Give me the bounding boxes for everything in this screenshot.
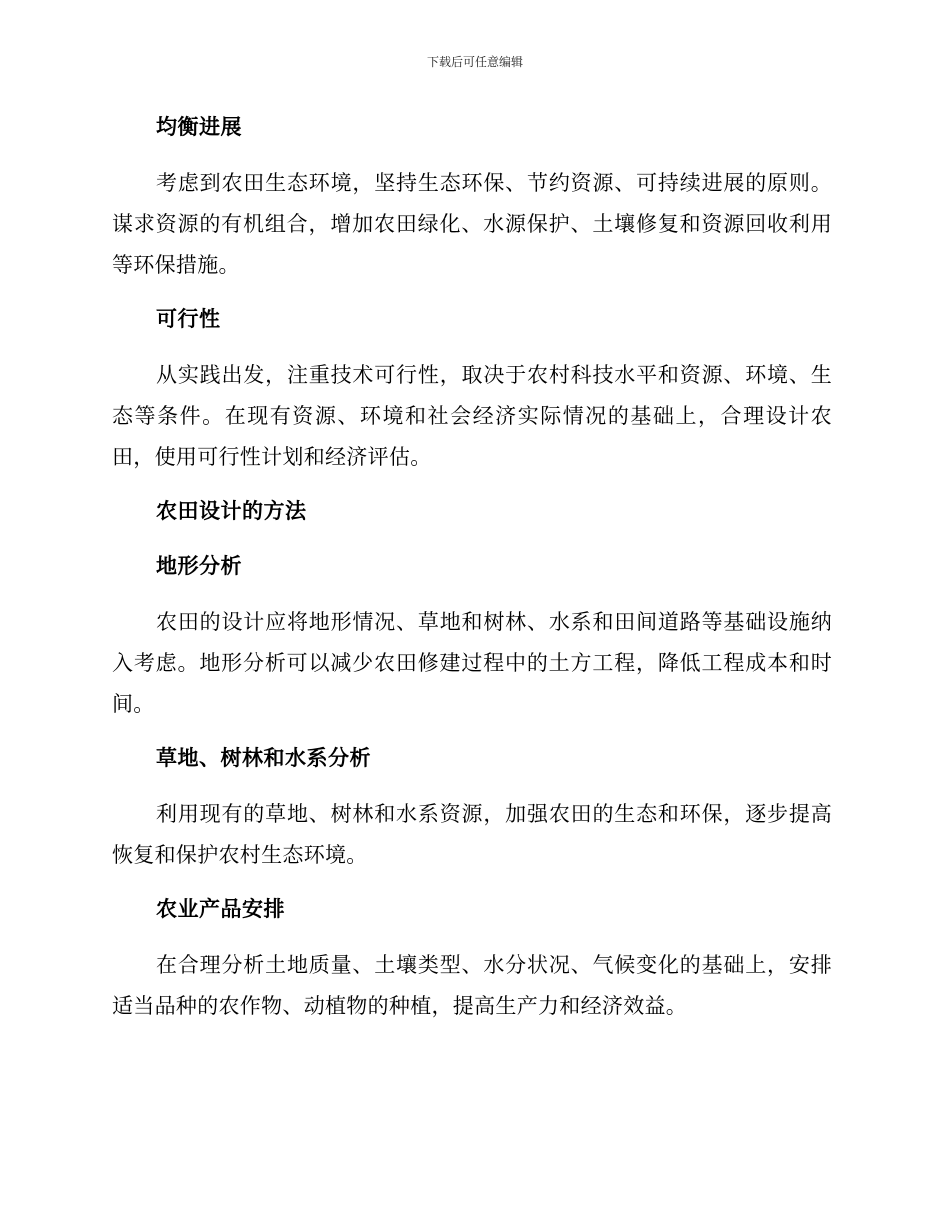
paragraph-feasibility: 从实践出发，注重技术可行性，取决于农村科技水平和资源、环境、生态等条件。在现有资源、环境和社会经济实际情况的基础上，合理设计农田，使用可行性计划和经济评估。	[112, 363, 832, 469]
section-heading-design-methods: 农田设计的方法	[156, 499, 307, 523]
page-header: 下载后可任意编辑	[426, 55, 523, 69]
paragraph-balanced-development: 考虑到农田生态环境，坚持生态环保、节约资源、可持续进展的原则。谋求资源的有机组合，增加农田绿化、水源保护、土壤修复和资源回收利用等环保措施。	[112, 171, 832, 277]
document-body	[112, 108, 832, 1041]
section-heading-grass-forest-water: 草地、树林和水系分析	[156, 746, 371, 770]
paragraph-terrain-analysis: 农田的设计应将地形情况、草地和树林、水系和田间道路等基础设施纳入考虑。地形分析可以减少农田修建过程中的土方工程，降低工程成本和时间。	[112, 610, 832, 716]
section-heading-balanced-development: 均衡进展	[156, 115, 242, 139]
section-heading-terrain-analysis: 地形分析	[156, 554, 242, 578]
paragraph-product-arrangement: 在合理分析土地质量、土壤类型、水分状况、气候变化的基础上，安排适当品种的农作物、动植物的种植，提高生产力和经济效益。	[112, 953, 832, 1018]
paragraph-grass-forest-water: 利用现有的草地、树林和水系资源，加强农田的生态和环保，逐步提高恢复和保护农村生态环境。	[112, 802, 832, 867]
section-heading-feasibility: 可行性	[156, 307, 221, 331]
section-heading-product-arrangement: 农业产品安排	[156, 897, 285, 921]
